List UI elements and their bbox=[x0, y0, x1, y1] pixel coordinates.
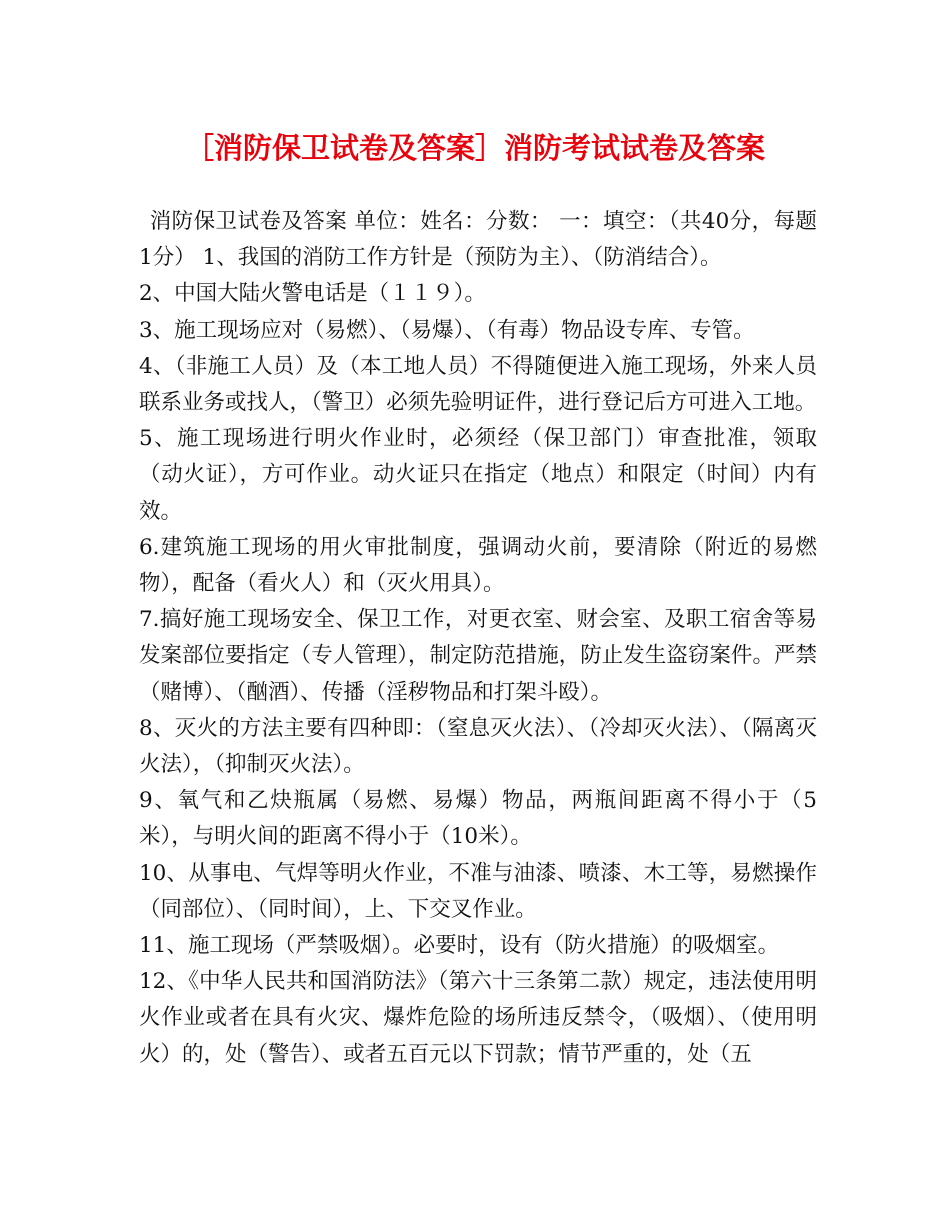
paragraph-q8: 8、灭火的方法主要有四种即：（窒息灭火法）、（冷却灭火法）、（隔离灭火法），（抑制灭火法）。 bbox=[139, 715, 817, 778]
paragraph-q9: 9、氧气和乙炔瓶属（易燃、易爆）物品，两瓶间距离不得小于（5米），与明火间的距离不得小于（10米）。 bbox=[139, 788, 817, 850]
paragraph-q7: 7.搞好施工现场安全、保卫工作，对更衣室、财会室、及职工宿舍等易发案部位要指定（专人管理），制定防范措施，防止发生盗窃案件。严禁（赌博）、（酗酒）、传播（淫秽物品和打架斗殴）。 bbox=[139, 607, 817, 705]
paragraph-q5: 5、施工现场进行明火作业时，必须经（保卫部门）审查批准，领取（动火证），方可作业。动火证只在指定（地点）和限定（时间）内有效。 bbox=[139, 426, 817, 524]
paragraph-q12: 12、《中华人民共和国消防法》（第六十三条第二款）规定，违法使用明火作业或者在具有火灾、爆炸危险的场所违反禁令，（吸烟）、（使用明火）的，处（警告）、或者五百元以下罚款；情节严重的，处（五 bbox=[139, 969, 817, 1067]
paragraph-q2: 2、中国大陆火警电话是（１１９）。 bbox=[139, 281, 486, 307]
paragraph-q4: 4、（非施工人员）及（本工地人员）不得随便进入施工现场，外来人员联系业务或找人，（警卫）必须先验明证件，进行登记后方可进入工地。 bbox=[139, 353, 817, 416]
document-title: ［消防保卫试卷及答案］消防考试试卷及答案 bbox=[184, 131, 765, 165]
paragraph-q6: 6.建筑施工现场的用火审批制度，强调动火前，要清除（附近的易燃物），配备（看火人）和（灭火用具）。 bbox=[139, 534, 817, 597]
paragraph-q11: 11、施工现场（严禁吸烟）。必要时，设有（防火措施）的吸烟室。 bbox=[139, 933, 780, 959]
paragraph-q3: 3、施工现场应对（易燃）、（易爆）、（有毒）物品设专库、专管。 bbox=[139, 317, 755, 343]
document-body bbox=[139, 204, 817, 1073]
paragraph-q10: 10、从事电、气焊等明火作业，不准与油漆、喷漆、木工等，易燃操作（同部位）、（同时间），上、下交叉作业。 bbox=[139, 860, 817, 922]
paragraph-intro-q1: 消防保卫试卷及答案 单位：姓名：分数： 一：填空：（共40分，每题1分） 1、我国的消防工作方针是（预防为主）、（防消结合）。 bbox=[139, 209, 817, 271]
